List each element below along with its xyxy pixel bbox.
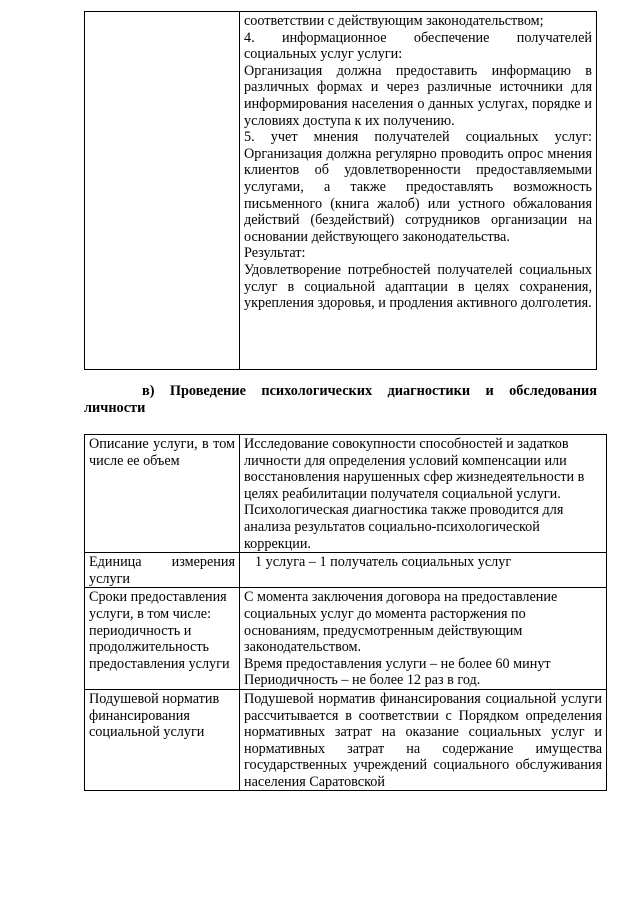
table-row: [85, 588, 607, 690]
row-value: [240, 435, 607, 553]
table-row: [85, 12, 597, 370]
row-value: [240, 553, 607, 588]
row-label: Подушевой норматив финансирования социальной услуги: [85, 689, 240, 791]
text-line: Периодичность – не более 12 раз в год.: [244, 672, 481, 689]
text-line: Подушевой норматив финансирования социальной услуги рассчитывается в соответствии с Порядком определения нормативных затрат на оказание социальных услуг и нормативных затрат на содержание имущества государственных учреждений социального обслуживания населения Саратовской: [244, 690, 602, 790]
text-line: С момента заключения договора на предоставление социальных услуг до момента расторжения по основаниям, предусмотренным действующим законодательством.: [244, 589, 558, 656]
continuation-table: [84, 11, 597, 370]
text-line: 5. учет мнения получателей социальных услуг: Организация должна регулярно проводить опрос мнения клиентов об удовлетворенности предоставляемыми услугами, а также предоставлять возможность письменного (книга жалоб) или устного обжалования действий (бездействий) сотрудников организации на основании действующего законодательства.: [244, 129, 592, 245]
service-table: [84, 434, 607, 791]
table-row: [85, 689, 607, 791]
text-line: Удовлетворение потребностей получателей социальных услуг в социальной адаптации в целях сохранения, укрепления здоровья, и продления активного долголетия.: [244, 261, 592, 312]
text-line: 1 услуга – 1 получатель социальных услуг: [255, 554, 512, 571]
empty-label-cell: [85, 12, 240, 370]
continuation-cell: [240, 12, 597, 370]
row-label: Сроки предоставления услуги, в том числе: периодичность и продолжительность предоставления услуги: [85, 588, 240, 690]
text-line: Исследование совокупности способностей и задатков личности для определения условий компенсации или восстановления нарушенных сфер жизнедеятельности в целях реабилитации получателя социальной услуги.: [244, 436, 585, 502]
text-line: соответствии с действующим законодательством;: [244, 13, 544, 29]
row-label: Описание услуги, в том числе ее объем: [85, 435, 240, 553]
text-line: Организация должна предоставить информацию в различных формах и через различные источники для информирования населения о данных услугах, порядке и условиях доступа к их получению.: [244, 62, 592, 129]
text-line: Результат:: [244, 245, 306, 262]
text-line: Психологическая диагностика также проводится для анализа результатов социально-психологической коррекции.: [244, 502, 564, 552]
row-value: [240, 689, 607, 791]
text-line: Время предоставления услуги – не более 60 минут: [244, 655, 551, 672]
row-label: Единица измерения услуги: [85, 553, 240, 588]
row-value: [240, 588, 607, 690]
table-row: [85, 553, 607, 588]
section-heading: в) Проведение психологических диагностики и обследования личности: [84, 383, 597, 416]
text-line: 4. информационное обеспечение получателей социальных услуг услуги:: [244, 29, 592, 63]
table-row: [85, 435, 607, 553]
